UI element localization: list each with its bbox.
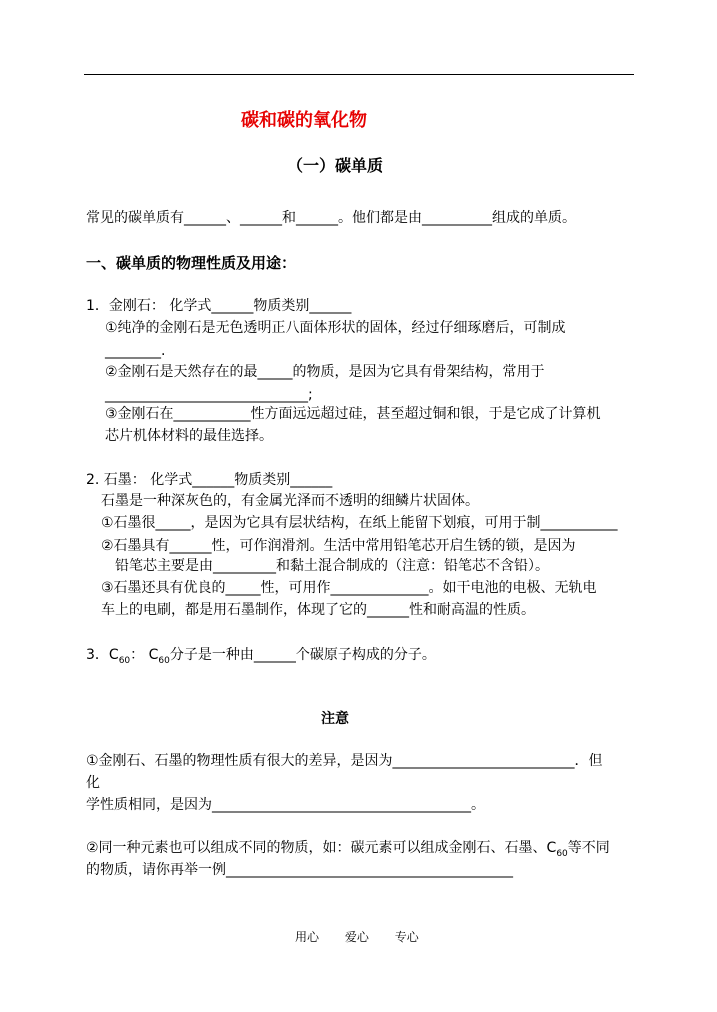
item3-line — [86, 645, 436, 671]
note2-text-a: ②同一种元素也可以组成不同的物质，如：碳元素可以组成金刚石、石墨、C — [86, 840, 557, 856]
section-subtitle: （一）碳单质 — [287, 156, 384, 175]
c60-subscript: 60 — [158, 655, 170, 666]
note1-line2: 化 — [86, 775, 100, 791]
item3-rest: 分子是一种由______个碳原子构成的分子。 — [169, 647, 436, 663]
note1-line1: ①金刚石、石墨的物理性质有很大的差异，是因为__________________________．但 — [86, 753, 603, 769]
item3-mid: ： C — [130, 647, 159, 663]
item1-line5: ③金刚石在___________性方面远远超过硅，甚至超过铜和银，于是它成了计算机 — [105, 406, 601, 422]
note1-line3: 学性质相同，是因为_____________________________________。 — [86, 797, 485, 813]
item1-line1: ①纯净的金刚石是无色透明正八面体形状的固体，经过仔细琢磨后，可制成 — [105, 320, 566, 336]
item3-prefix: 3．C — [86, 647, 119, 663]
item2-line5: ③石墨还具有优良的_____性，可用作______________。如干电池的电极、无轨电 — [101, 580, 597, 596]
section1-heading: 一、碳单质的物理性质及用途： — [86, 254, 297, 272]
item1-line6: 芯片机体材料的最佳选择。 — [105, 428, 273, 444]
note2-text-b: 等不同 — [567, 840, 610, 856]
item1-line4: _____________________________; — [105, 387, 313, 403]
intro-text: 常见的碳单质有______、______和______。他们都是由__________组成的单质。 — [86, 210, 576, 226]
footer-word: 爱心 — [344, 930, 369, 944]
page-title: 碳和碳的氧化物 — [241, 110, 367, 131]
footer-word: 专心 — [394, 930, 419, 944]
item2-line3: ②石墨具有______性，可作润滑剂。生活中常用铅笔芯开启生锈的锁，是因为 — [101, 538, 576, 554]
item2-line6: 车上的电刷，都是用石墨制作，体现了它的______性和耐高温的性质。 — [101, 602, 535, 618]
header-rule — [84, 74, 634, 75]
note2-line2: 的物质，请你再举一例_________________________________________ — [86, 862, 513, 878]
item2-line4: 铅笔芯主要是由_________和黏土混合制成的（注意：铅笔芯不含铅）。 — [115, 558, 549, 574]
note-heading: 注意 — [321, 711, 349, 727]
item2-line1: 石墨是一种深灰色的，有金属光泽而不透明的细鳞片状固体。 — [101, 493, 479, 509]
c60-subscript: 60 — [118, 655, 131, 666]
item2-head: 2. 石墨： 化学式______物质类别______ — [86, 472, 333, 488]
footer-word: 用心 — [295, 930, 320, 944]
item2-line2: ①石墨很_____，是因为它具有层状结构，在纸上能留下划痕，可用于制___________ — [101, 515, 618, 531]
item1-head: 1．金刚石： 化学式______物质类别______ — [86, 298, 352, 314]
c60-subscript: 60 — [556, 848, 568, 859]
item1-line2: ________. — [105, 343, 166, 359]
item1-line3: ②金刚石是天然存在的最_____的物质，是因为它具有骨架结构，常用于 — [105, 364, 545, 380]
page-footer — [295, 927, 441, 947]
